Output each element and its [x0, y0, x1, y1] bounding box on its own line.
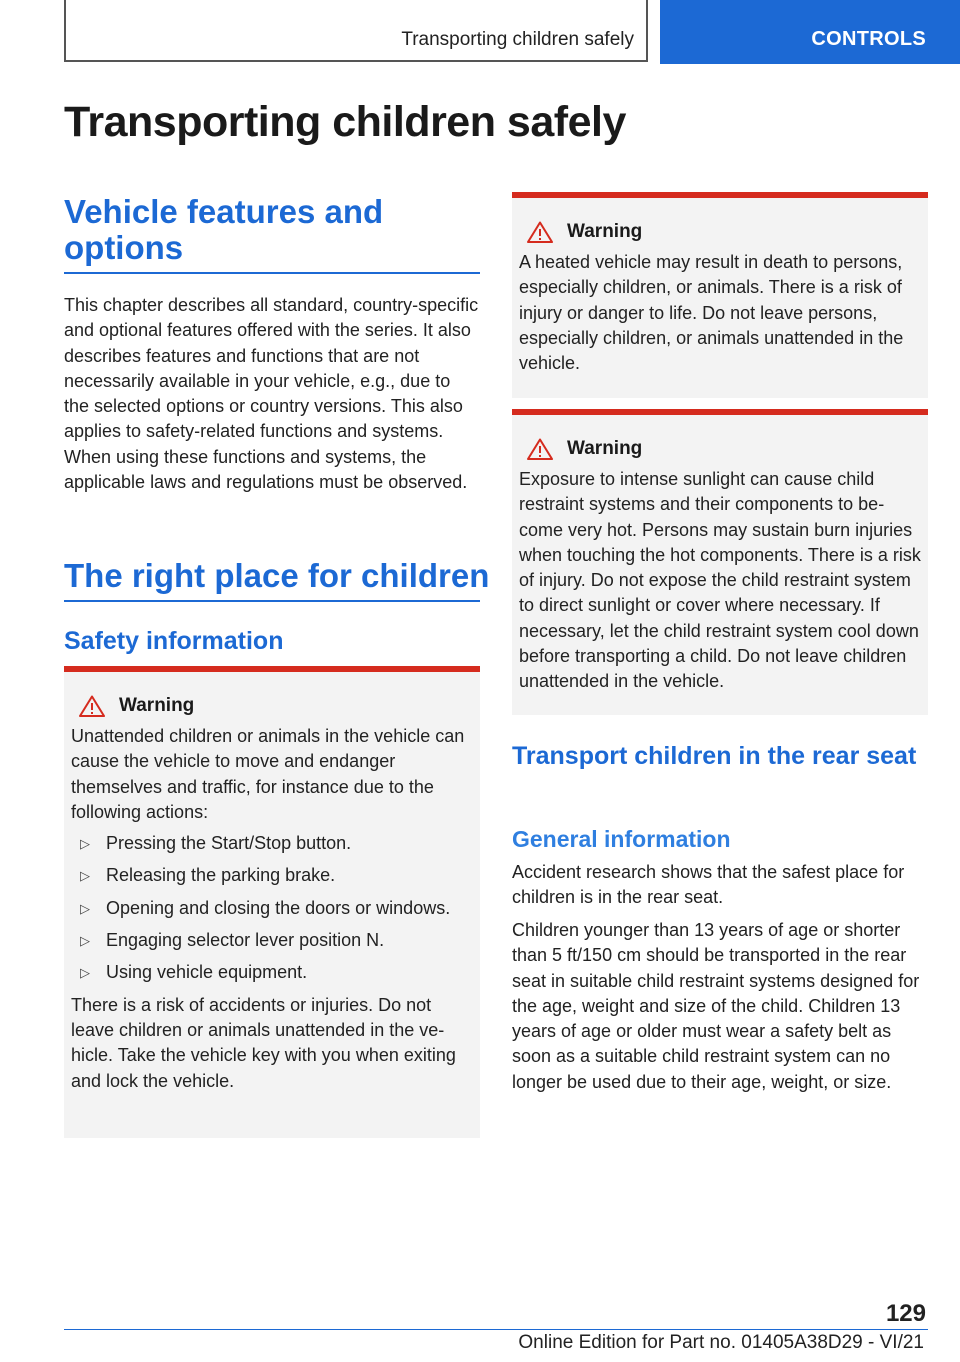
list-item: ▷ Pressing the Start/Stop button.	[71, 831, 473, 856]
warning-outro: There is a risk of accidents or injuries. Do not leave children or animals unattended in the vehicle. Take the vehicle key with you when exiting and lock the vehicle.	[71, 994, 456, 1091]
list-item: ▷ Engaging selector lever position N.	[71, 928, 473, 953]
warning-label: Warning	[119, 695, 195, 716]
warning-triangle-icon	[527, 221, 553, 243]
heading-general-information: General information	[512, 826, 731, 852]
bullet-triangle-icon: ▷	[80, 868, 90, 884]
warning-text: Exposure to intense sunlight can cause child restraint systems and their components to become very hot. Persons may sustain burn injuries when touching the hot components. There is a risk of injury. Do not expose the child restraint system to direct sunlight or cover where necessary. If necessary, let the child restraint system cool down before transporting a child. Do not leave children unattended in the vehicle.	[519, 469, 921, 692]
page-number: 129	[885, 1300, 926, 1327]
page-title: Transporting children safely	[64, 98, 626, 146]
warning-text: A heated vehicle may result in death to persons, especially children, or animals. There is a risk of injury or danger to life. Do not leave persons, especially children, or animals unattended in the vehicle.	[519, 252, 904, 374]
heading-safety-information: Safety information	[64, 627, 284, 655]
warning-header	[519, 220, 921, 244]
bullet-triangle-icon: ▷	[80, 900, 90, 916]
warning-triangle-icon	[79, 695, 105, 717]
rear-seat-para-1: Accident research shows that the safest place for children is in the rear seat.	[512, 862, 905, 908]
bullet-triangle-icon: ▷	[80, 933, 90, 949]
running-title: Transporting children safely	[401, 29, 634, 50]
bullet-triangle-icon: ▷	[80, 965, 90, 981]
warning-header	[71, 694, 473, 718]
footer-divider	[64, 1329, 928, 1330]
running-header	[64, 0, 648, 62]
vehicle-features-body: This chapter describes all standard, country-specific and optional features offered with the series. It also describes features and functions that are not necessarily available in your vehicle, e.g., due to the selected options or country versions. This also applies to safety-related functions and systems. When using these functions and systems, the applicable laws and regulations must be observed.	[64, 295, 479, 493]
warning-label: Warning	[567, 438, 643, 459]
warning-box-heated-vehicle	[512, 192, 928, 398]
warning-label: Warning	[567, 221, 643, 242]
list-item: ▷ Releasing the parking brake.	[71, 863, 473, 888]
warning-box-unattended	[64, 666, 480, 1138]
warning-intro: Unattended children or animals in the vehicle can cause the vehicle to move and endanger themselves and traffic, for instance due to the following actions:	[71, 726, 465, 822]
rear-seat-para-2: Children younger than 13 years of age or shorter than 5 ft/150 cm should be transported in the rear seat in suitable child restraint systems designed for the age, weight and size of the child. Children 13 years of age or older must wear a safety belt as soon as a suitable child restraint system can no longer be used due to their age, weight, or size.	[512, 920, 920, 1092]
heading-right-place: The right place for children	[64, 558, 480, 602]
section-tab	[660, 0, 960, 64]
list-item: ▷ Using vehicle equipment.	[71, 960, 473, 985]
warning-box-sunlight	[512, 409, 928, 715]
list-item: ▷ Opening and closing the doors or windows.	[71, 896, 473, 921]
warning-header	[519, 437, 921, 461]
warning-action-list	[71, 831, 473, 985]
warning-triangle-icon	[527, 438, 553, 460]
bullet-triangle-icon: ▷	[80, 836, 90, 852]
heading-vehicle-features: Vehicle features and options	[64, 194, 480, 274]
section-label: CONTROLS	[811, 28, 926, 50]
footer-edition: Online Edition for Part no. 01405A38D29 - VI/21	[518, 1332, 924, 1353]
heading-rear-seat: Transport children in the rear seat	[512, 742, 917, 770]
